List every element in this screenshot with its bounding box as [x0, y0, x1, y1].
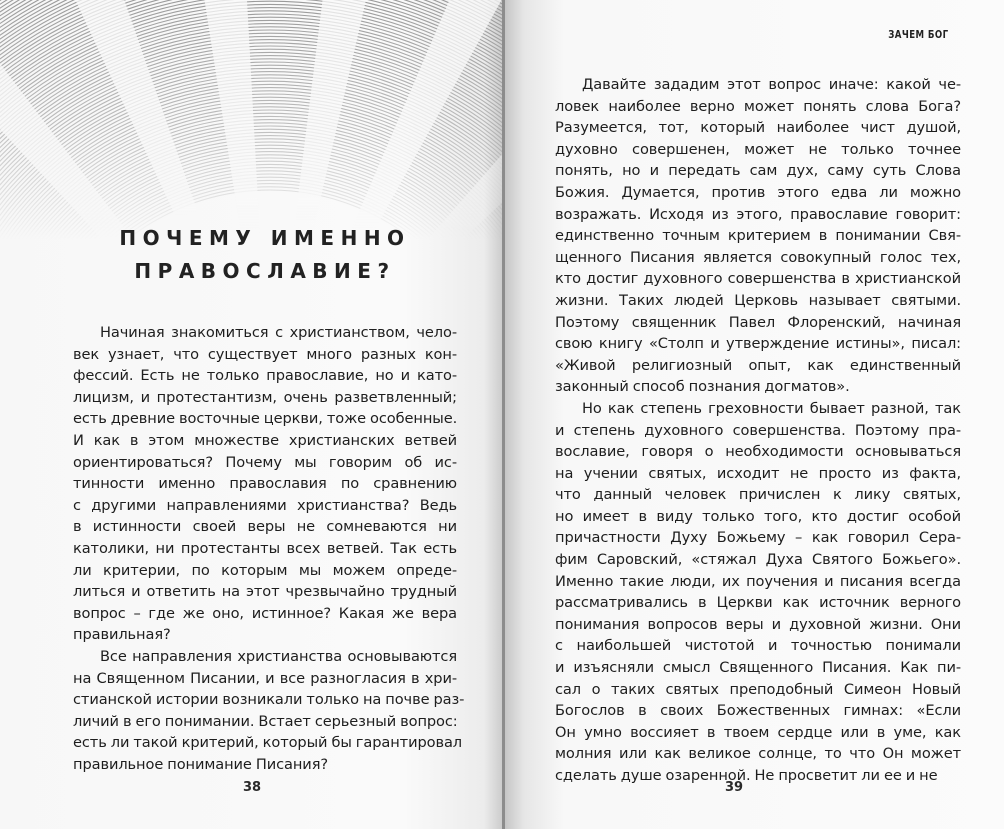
text-line: личий в его понимании. Встает серьезный вопрос:	[73, 712, 458, 730]
text-line: Все направления христианства основываются	[100, 647, 457, 665]
page-number-right: 39	[725, 780, 744, 795]
text-line: и изъясняли смысл Священного Писания. Как пи-	[555, 659, 961, 677]
text-line: век узнает, что существует много разных кон-	[73, 345, 457, 363]
text-line: духовно совершенен, может не только точнее	[555, 140, 961, 158]
text-line: причастности Духу Божьему – как говорил Сера-	[555, 529, 961, 547]
text-line: но имеет в виду только того, кто достиг особой	[555, 507, 961, 525]
text-line: в истинности своей веры не сомневаются ни	[73, 518, 457, 536]
chapter-title-line: ПРАВОСЛАВИЕ?	[134, 259, 396, 283]
text-line: ориентироваться? Почему мы говорим об ис-	[73, 453, 457, 471]
text-line: Божия. Думается, против этого едва ли можно	[555, 183, 961, 201]
text-line: есть ли такой критерий, который бы гарантировал	[73, 734, 463, 752]
text-line: Давайте зададим этот вопрос иначе: какой че-	[582, 76, 961, 93]
text-line: с другими направлениями христианства? Ведь	[73, 496, 457, 514]
text-line: правильное понимание Писания?	[73, 755, 329, 773]
right-page-body	[555, 74, 961, 787]
text-line: и степень духовного совершенства. Поэтому пра-	[555, 421, 961, 439]
text-line: понять, но и передать сам дух, саму суть Слова	[555, 162, 961, 180]
paragraph	[73, 322, 457, 646]
text-line: единственно точным критерием в понимании Свя-	[555, 227, 961, 245]
halftone-pattern	[0, 0, 504, 240]
text-line: законный способ познания догматов».	[555, 378, 850, 396]
halftone-decoration	[0, 0, 504, 240]
text-line: щенного Писания является совокупный голос тех,	[555, 248, 961, 266]
text-line: сделать душе озаренной. Не просветит ли ее и не	[555, 767, 938, 784]
paragraph	[555, 398, 961, 787]
text-line: Именно такие люди, их поучения и писания всегда	[555, 572, 961, 590]
left-page-body	[73, 322, 465, 775]
text-line: с наибольшей чистотой и точностью понимали	[555, 637, 961, 655]
text-line: «Живой религиозный опыт, как единственный	[555, 356, 961, 374]
chapter-title	[100, 222, 430, 288]
text-line: фим Саровский, «стяжал Духа Святого Божьего».	[555, 551, 961, 569]
text-line: Но как степень греховности бывает разной, так	[582, 399, 961, 417]
text-line: есть древние восточные церкви, тоже особенные.	[73, 410, 458, 428]
text-line: свою книгу «Столп и утверждение истины», писал:	[555, 335, 961, 353]
running-head: ЗАЧЕМ БОГ	[887, 29, 948, 41]
text-line: что данный человек причислен к лику святых,	[555, 486, 961, 504]
text-line: Разумеется, тот, который наиболее чист душой,	[555, 119, 961, 137]
text-line: рассматривались в Церкви как источник верного	[555, 594, 961, 612]
chapter-title-line: ПОЧЕМУ ИМЕННО	[119, 226, 411, 250]
text-line: тинности именно православия по сравнению	[73, 475, 457, 493]
text-line: сал о таких святых преподобный Симеон Новый	[555, 680, 961, 698]
text-line: И как в этом множестве христианских ветвей	[73, 431, 457, 449]
page-number-left: 38	[243, 780, 262, 795]
text-line: Начиная знакомиться с христианством, чело-	[100, 324, 457, 341]
text-line: понимания вопросов веры и духовной жизни. Они	[555, 615, 961, 633]
text-line: на Священном Писании, и все разногласия в хри-	[73, 669, 457, 687]
text-line: жизни. Таких людей Церковь называет святыми.	[555, 291, 961, 309]
text-line: Поэтому священник Павел Флоренский, начиная	[555, 313, 961, 331]
text-line: молния или как великое солнце, то что Он может	[555, 745, 961, 763]
text-line: ловек наиболее верно может понять слова Бога?	[555, 97, 961, 115]
text-line: правильная?	[73, 626, 171, 644]
text-line: ли критерии, по которым мы можем опреде-	[73, 561, 457, 579]
text-line: на учении святых, исходит не просто из факта,	[555, 464, 961, 482]
text-line: лицизм, и протестантизм, очень разветвленный;	[73, 388, 457, 406]
text-line: Богослов в своих Божественных гимнах: «Если	[555, 702, 961, 720]
text-line: католики, ни протестанты всех ветвей. Так есть	[73, 539, 457, 557]
text-line: кто достиг духовного совершенства в христианской	[555, 270, 961, 288]
book-gutter	[502, 0, 505, 829]
paragraph	[73, 646, 465, 776]
paragraph	[555, 74, 961, 398]
text-line: литься и ответить на этот чрезвычайно трудный	[73, 583, 457, 601]
text-line: вопрос – где же оно, истинное? Какая же вера	[73, 604, 457, 622]
text-line: Он умно воссияет в твоем сердце или в уме, как	[555, 723, 961, 741]
text-line: возражать. Исходя из этого, православие говорит:	[555, 205, 961, 223]
text-line: фессий. Есть не только православие, но и като-	[73, 367, 457, 385]
text-line: вославие, говоря о необходимости основываться	[555, 443, 961, 461]
text-line: стианской истории возникали только на почве раз-	[73, 691, 465, 709]
